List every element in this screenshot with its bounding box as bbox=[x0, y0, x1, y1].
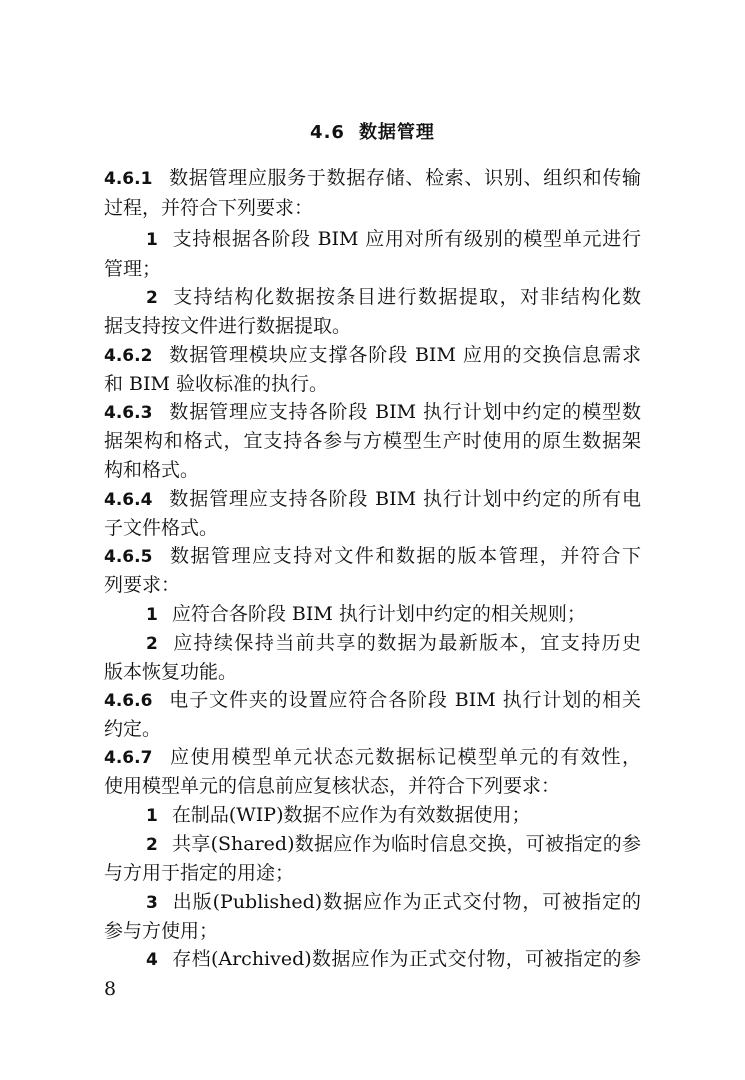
clause-number: 4.6.7 bbox=[104, 748, 153, 768]
clause-4-6-4-line-2: 子文件格式。 bbox=[104, 517, 219, 539]
clause-4-6-1-item-2-line-2: 据支持按文件进行数据提取。 bbox=[104, 315, 352, 337]
clause-text: 数据管理应支持各阶段 BIM 执行计划中约定的所有电 bbox=[168, 488, 641, 510]
clause-4-6-7-item-4-line-1 bbox=[146, 944, 641, 974]
item-text: 在制品(WIP)数据不应作为有效数据使用； bbox=[171, 804, 531, 826]
item-number: 2 bbox=[146, 288, 158, 308]
clause-number: 4.6.4 bbox=[104, 490, 153, 510]
clause-4-6-6-line-1 bbox=[104, 685, 641, 715]
item-text: 应符合各阶段 BIM 执行计划中约定的相关规则； bbox=[171, 603, 586, 625]
clause-text: 数据管理模块应支撑各阶段 BIM 应用的交换信息需求 bbox=[168, 344, 641, 366]
clause-4-6-4-line-1 bbox=[104, 484, 641, 514]
clause-4-6-1-item-1-line-2: 管理； bbox=[104, 258, 162, 280]
item-number: 1 bbox=[146, 806, 158, 826]
clause-number: 4.6.3 bbox=[104, 403, 153, 423]
clause-number: 4.6.1 bbox=[104, 169, 153, 189]
clause-4-6-3-line-2: 据架构和格式，宜支持各参与方模型生产时使用的原生数据架 bbox=[104, 430, 641, 452]
item-text: 应持续保持当前共享的数据为最新版本，宜支持历史 bbox=[171, 632, 641, 654]
clause-number: 4.6.6 bbox=[104, 691, 153, 711]
clause-4-6-7-line-1 bbox=[104, 742, 641, 772]
item-text: 共享(Shared)数据应作为临时信息交换，可被指定的参 bbox=[171, 833, 641, 855]
clause-4-6-2-line-1 bbox=[104, 340, 641, 370]
item-number: 4 bbox=[146, 950, 158, 970]
clause-text: 数据管理应支持对文件和数据的版本管理，并符合下 bbox=[168, 545, 641, 567]
clause-4-6-1-line-2: 过程，并符合下列要求： bbox=[104, 197, 314, 219]
clause-4-6-2-line-2: 和 BIM 验收标准的执行。 bbox=[104, 373, 329, 395]
item-number: 2 bbox=[146, 634, 158, 654]
clause-4-6-3-line-1 bbox=[104, 397, 641, 427]
item-number: 1 bbox=[146, 605, 158, 625]
item-text: 支持根据各阶段 BIM 应用对所有级别的模型单元进行 bbox=[171, 228, 641, 250]
clause-4-6-1-item-1-line-1 bbox=[146, 224, 641, 254]
clause-4-6-1-line-1 bbox=[104, 163, 641, 193]
clause-4-6-5-item-2-line-1 bbox=[146, 628, 641, 658]
item-number: 1 bbox=[146, 230, 158, 250]
clause-4-6-7-item-3-line-2: 参与方使用； bbox=[104, 920, 219, 942]
clause-4-6-6-line-2: 约定。 bbox=[104, 718, 162, 740]
clause-4-6-1-item-2-line-1 bbox=[146, 282, 641, 312]
section-number: 4.6 bbox=[310, 122, 345, 143]
section-heading bbox=[0, 118, 745, 144]
clause-text: 电子文件夹的设置应符合各阶段 BIM 执行计划的相关 bbox=[168, 689, 641, 711]
clause-text: 数据管理应支持各阶段 BIM 执行计划中约定的模型数 bbox=[168, 401, 641, 423]
clause-text: 应使用模型单元状态元数据标记模型单元的有效性， bbox=[168, 746, 641, 768]
clause-4-6-7-item-3-line-1 bbox=[146, 887, 641, 917]
section-title: 数据管理 bbox=[358, 122, 435, 143]
clause-4-6-3-line-3: 构和格式。 bbox=[104, 459, 200, 481]
item-text: 存档(Archived)数据应作为正式交付物，可被指定的参 bbox=[171, 948, 641, 970]
clause-text: 数据管理应服务于数据存储、检索、识别、组织和传输 bbox=[168, 167, 641, 189]
clause-number: 4.6.2 bbox=[104, 346, 153, 366]
page-number: 8 bbox=[104, 978, 117, 1000]
clause-4-6-5-line-1 bbox=[104, 541, 641, 571]
item-number: 2 bbox=[146, 835, 158, 855]
clause-4-6-7-item-2-line-1 bbox=[146, 829, 641, 859]
clause-number: 4.6.5 bbox=[104, 547, 153, 567]
clause-4-6-7-item-1-line-1 bbox=[146, 800, 641, 830]
item-number: 3 bbox=[146, 893, 158, 913]
clause-4-6-5-line-2: 列要求： bbox=[104, 574, 181, 596]
clause-4-6-7-item-2-line-2: 与方用于指定的用途； bbox=[104, 862, 295, 884]
item-text: 支持结构化数据按条目进行数据提取，对非结构化数 bbox=[171, 286, 641, 308]
item-text: 出版(Published)数据应作为正式交付物，可被指定的 bbox=[171, 891, 641, 913]
clause-4-6-5-item-2-line-2: 版本恢复功能。 bbox=[104, 661, 238, 683]
clause-4-6-7-line-2: 使用模型单元的信息前应复核状态，并符合下列要求： bbox=[104, 775, 561, 797]
clause-4-6-5-item-1-line-1 bbox=[146, 599, 641, 629]
